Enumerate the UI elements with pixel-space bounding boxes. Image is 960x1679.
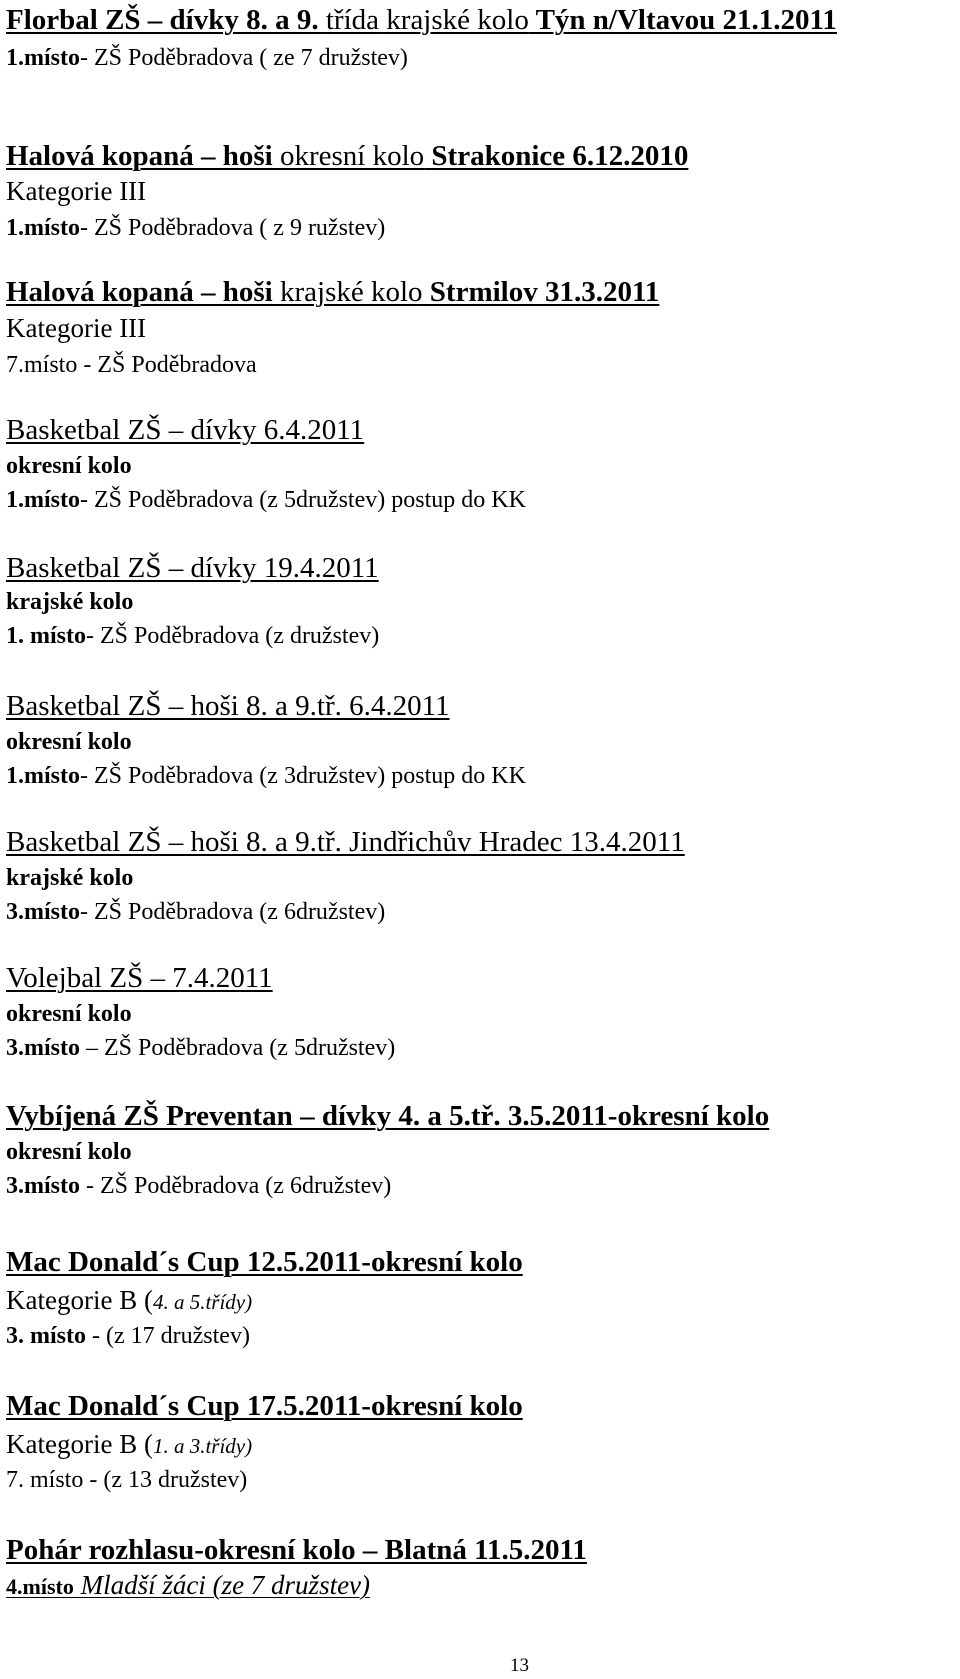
heading-basketbal-divky-okresni: Basketbal ZŠ – dívky 6.4.2011: [6, 414, 365, 446]
heading-text: krajské kolo: [379, 4, 529, 36]
round-label: krajské kolo: [6, 589, 134, 615]
result-text: - ZŠ Poděbradova (z 5družstev) postup do KK: [80, 487, 526, 513]
result-line: [6, 353, 257, 377]
result-line: [6, 216, 385, 240]
placement: . místo: [18, 1323, 86, 1349]
result-text: - ZŠ Poděbradova (z 6družstev): [80, 1173, 392, 1199]
placement: 1.místo: [6, 45, 80, 71]
result-text: - ZŠ Poděbradova (z 3družstev) postup do KK: [80, 763, 526, 789]
placement: 7.místo -: [6, 352, 98, 378]
heading-basketbal-hosi-krajske: Basketbal ZŠ – hoši 8. a 9.tř. Jindřichův Hradec 13.4.2011: [6, 826, 685, 858]
heading-text: Halová kopaná – hoši: [6, 276, 280, 308]
round-label: okresní kolo: [6, 729, 132, 755]
category-line: Kategorie III: [6, 176, 147, 206]
category-text: Kategorie B (: [6, 1429, 153, 1459]
placement: 3.místo: [6, 899, 80, 925]
result-line: [6, 764, 526, 788]
category-line: Kategorie III: [6, 313, 147, 343]
round-label: okresní kolo: [6, 1001, 132, 1027]
result-line: [6, 1324, 250, 1348]
heading-pohar-rozhlasu: Pohár rozhlasu-okresní kolo – Blatná 11.5.2011: [6, 1534, 587, 1566]
result-line: [6, 1572, 370, 1599]
heading-mac-donalds-cup-1: Mac Donald´s Cup 12.5.2011-okresní kolo: [6, 1246, 523, 1278]
result-line: [6, 900, 385, 924]
heading-text: Halová kopaná – hoši: [6, 140, 280, 172]
heading-florbal: [6, 6, 837, 35]
category-detail: 1. a 3.třídy): [152, 1434, 253, 1458]
result-line: [6, 1174, 391, 1198]
result-line: [6, 488, 526, 512]
heading-halova-kopana-krajske: [6, 278, 659, 307]
heading-basketbal-hosi-okresni: Basketbal ZŠ – hoši 8. a 9.tř. 6.4.2011: [6, 690, 450, 722]
category-detail: 4. a 5.třídy): [152, 1290, 253, 1314]
heading-text: Týn n/Vltavou 21.1.2011: [528, 4, 837, 36]
heading-text: Florbal ZŠ – dívky 8. a 9.: [6, 4, 326, 36]
placement: 1.místo: [6, 215, 80, 241]
result-text: - ZŠ Poděbradova (z družstev): [86, 623, 380, 649]
round-label: okresní kolo: [6, 1139, 132, 1165]
heading-basketbal-divky-krajske: Basketbal ZŠ – dívky 19.4.2011: [6, 552, 379, 584]
heading-mac-donalds-cup-2: Mac Donald´s Cup 17.5.2011-okresní kolo: [6, 1390, 523, 1422]
heading-text: Strakonice 6.12.2010: [424, 140, 689, 172]
result-line: [6, 1036, 395, 1060]
category-line: [6, 1431, 252, 1458]
result-text: - ZŠ Poděbradova (z 6družstev): [80, 899, 386, 925]
heading-text: krajské kolo: [279, 276, 423, 308]
category-text: Kategorie B (: [6, 1285, 153, 1315]
result-text: - ZŠ Poděbradova ( ze 7 družstev): [80, 45, 408, 71]
result-line: [6, 624, 379, 648]
placement: 3.místo: [6, 1173, 80, 1199]
placement: 1.místo: [6, 487, 80, 513]
placement: 4.místo: [6, 1574, 74, 1599]
result-text: – ZŠ Poděbradova (z 5družstev): [80, 1035, 396, 1061]
placement: 1. místo: [6, 623, 86, 649]
result-text: - (z 17 družstev): [86, 1323, 250, 1349]
heading-halova-kopana-okresni: [6, 142, 688, 171]
round-label: okresní kolo: [6, 453, 132, 479]
heading-text: Strmilov 31.3.2011: [422, 276, 660, 308]
category-line: [6, 1287, 252, 1314]
result-text: - ZŠ Poděbradova ( z 9 ružstev): [80, 215, 386, 241]
placement: 3: [6, 1323, 18, 1349]
result-text: Mladší žáci (ze 7 družstev): [73, 1570, 371, 1600]
result-text: ZŠ Poděbradova: [97, 352, 257, 378]
heading-volejbal: Volejbal ZŠ – 7.4.2011: [6, 962, 273, 994]
placement: 1.místo: [6, 763, 80, 789]
heading-text: třída: [325, 4, 380, 36]
heading-vybijena: Vybíjená ZŠ Preventan – dívky 4. a 5.tř. 3.5.2011-okresní kolo: [6, 1100, 770, 1132]
heading-text: okresní kolo: [279, 140, 425, 172]
result-line: [6, 46, 408, 70]
result-line: 7. místo - (z 13 družstev): [6, 1467, 248, 1493]
placement: 3.místo: [6, 1035, 80, 1061]
page-number: 13: [510, 1655, 529, 1676]
round-label: krajské kolo: [6, 865, 134, 891]
